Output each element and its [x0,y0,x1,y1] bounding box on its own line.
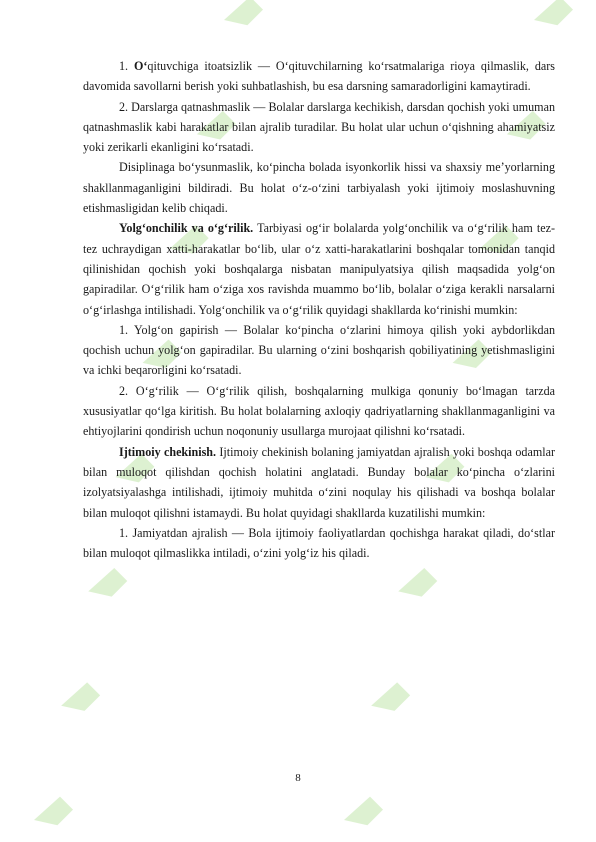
paragraph-text: Jamiyatdan ajralish — Bola ijtimoiy faoliyatlardan qochishga harakat qiladi, do‘stlar bilan muloqot qilmaslikka intiladi, o‘zini yolg‘iz his qiladi. [83,525,555,561]
watermark-mark [371,682,410,711]
section-heading: Ijtimoiy chekinish. [119,444,217,459]
watermark-mark [61,682,100,711]
watermark-mark [534,0,573,25]
paragraph [83,320,555,381]
paragraph [83,218,555,319]
list-number: 1. [119,322,129,337]
bold-lead: O‘ [133,59,148,73]
paragraph-text: qituvchiga itoatsizlik — O‘qituvchilarning ko‘rsatmalariga rioya qilmaslik, dars davomida savollarni berish yoki suhbatlashish, bu esa darsning samaradorligini kamaytiradi. [83,59,555,94]
paragraph [83,381,555,442]
paragraph-text: Tarbiyasi og‘ir bolalarda yolg‘onchilik va o‘g‘rilik ham tez-tez uchraydigan xatti-harakatlar bo‘lib, ular o‘z xatti-harakatlarini boshqalar tomonidan tanqid qilinishidan qochish yoki boshqalarga nisbatan manipulyatsiya qilish maqsadida yolg‘on gapiradilar. O‘g‘rilik ham o‘ziga xos ravishda muammo bo‘lib, bolalar o‘ziga kerakli narsalarni o‘g‘irlashga intilishadi. Yolg‘onchilik va o‘g‘rilik quyidagi shakllarda ko‘rinishi mumkin: [83,221,555,317]
paragraph [83,442,555,523]
watermark-mark [224,0,263,25]
list-number: 2. [119,383,129,398]
list-number: 1. [119,59,129,73]
paragraph-text: O‘g‘rilik — O‘g‘rilik qilish, boshqalarning mulkiga qonuniy bo‘lmagan tarzda xususiyatlar qo‘lga kiritish. Bu holat bolalarning axloqiy qadriyatlarning shakllanmaganligini va ehtiyojlarini qondirish uchun noqonuniy usullarga murojaat qilishni ko‘rsatadi. [83,383,555,439]
watermark-mark [88,568,127,597]
list-number: 1. [119,525,129,540]
page-body [83,56,555,563]
paragraph [83,97,555,158]
watermark-mark [34,797,73,826]
paragraph-text: Darslarga qatnashmaslik — Bolalar darslarga kechikish, darsdan qochish yoki umuman qatnashmaslik kabi harakatlar bilan ajralib turadilar. Bu holat ular uchun o‘qishning ahamiyatsiz yoki zerikarli ekanligini ko‘rsatadi. [83,99,555,155]
section-heading: Yolg‘onchilik va o‘g‘rilik. [119,221,254,236]
paragraph-text: Yolg‘on gapirish — Bolalar ko‘pincha o‘zlarini himoya qilish yoki aybdorlikdan qochish uchun yolg‘on gapiradilar. Bu ularning o‘zini boshqarish qobiliyatining yetishmasligini va ichki beqarorligini ko‘rsatadi. [83,322,555,378]
paragraph [83,157,555,218]
paragraph-text: Disiplinaga bo‘ysunmaslik, ko‘pincha bolada isyonkorlik hissi va shaxsiy me’yorlarning shakllanmaganligini bildiradi. Bu holat o‘z-o‘zini tarbiyalash yoki ijtimoiy moslashuvning etishmasligidan kelib chiqadi. [83,160,555,216]
page-number: 8 [295,772,301,784]
watermark-mark [344,797,383,826]
paragraph [83,56,555,97]
paragraph [83,523,555,564]
paragraph-text: Ijtimoiy chekinish bolaning jamiyatdan ajralish yoki boshqa odamlar bilan muloqot qilishdan qochish holatini anglatadi. Bunday bolalar ko‘pincha o‘zlarini izolyatsiyalashga intilishadi, ijtimoiy muhitda o‘zini noqulay his qilishadi va boshqa bolalar bilan muloqot qilishni istamaydi. Bu holat quyidagi shakllarda kuzatilishi mumkin: [83,444,555,520]
watermark-mark [398,568,437,597]
list-number: 2. [119,99,129,114]
